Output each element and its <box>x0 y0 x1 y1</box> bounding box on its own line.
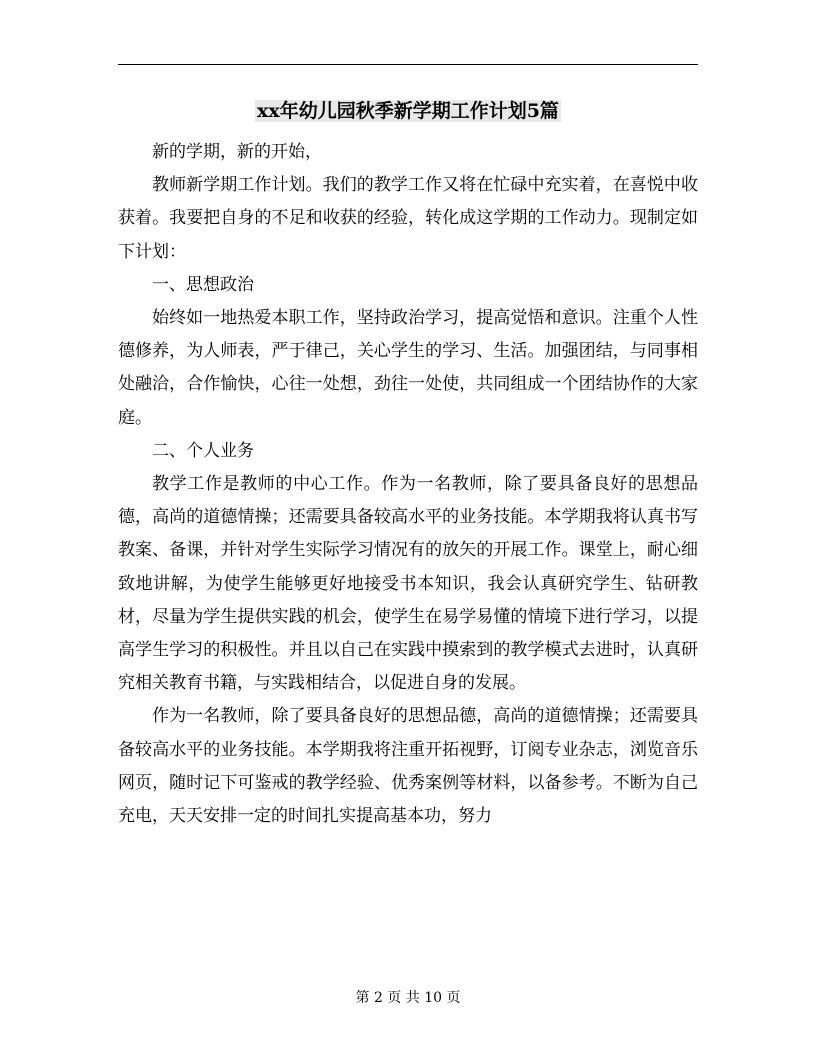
document-title-text: xx年幼儿园秋季新学期工作计划5篇 <box>257 100 559 122</box>
document-body <box>118 136 698 833</box>
paragraph-politics: 始终如一地热爱本职工作，坚持政治学习，提高觉悟和意识。注重个人性德修养，为人师表，严于律己，关心学生的学习、生活。加强团结，与同事相处融洽，合作愉快，心往一处想，劲往一处使，共同组成一个团结协作的大家庭。 <box>118 308 698 428</box>
paragraph-intro: 教师新学期工作计划。我们的教学工作又将在忙碌中充实着，在喜悦中收获着。我要把自身的不足和收获的经验，转化成这学期的工作动力。现制定如下计划： <box>118 175 698 262</box>
section-heading-business: 二、个人业务 <box>152 440 254 461</box>
page-footer: 第 2 页 共 10 页 <box>355 990 461 1006</box>
header-rule <box>118 64 698 65</box>
paragraph-business: 教学工作是教师的中心工作。作为一名教师，除了要具备良好的思想品德，高尚的道德情操；还需要具备较高水平的业务技能。本学期我将认真书写教案、备课，并针对学生实际学习情况有的放矢的开展工作。课堂上，耐心细致地讲解，为使学生能够更好地接受书本知识，我会认真研究学生、钻研教材，尽量为学生提供实践的机会，使学生在易学易懂的情境下进行学习，以提高学生学习的积极性。并且以自己在实践中摸索到的教学模式去进时，认真研究相关教育书籍，与实践相结合，以促进自身的发展。 <box>118 474 698 694</box>
paragraph-greeting: 新的学期，新的开始， <box>152 142 322 162</box>
section-heading-politics: 一、思想政治 <box>152 274 254 295</box>
paragraph-skills: 作为一名教师，除了要具备良好的思想品德，高尚的道德情操；还需要具备较高水平的业务技能。本学期我将注重开拓视野，订阅专业杂志，浏览音乐网页，随时记下可鉴戒的教学经验、优秀案例等材料，以备参考。不断为自己充电，天天安排一定的时间扎实提高基本功，努力 <box>118 706 698 827</box>
document-title <box>0 98 816 124</box>
